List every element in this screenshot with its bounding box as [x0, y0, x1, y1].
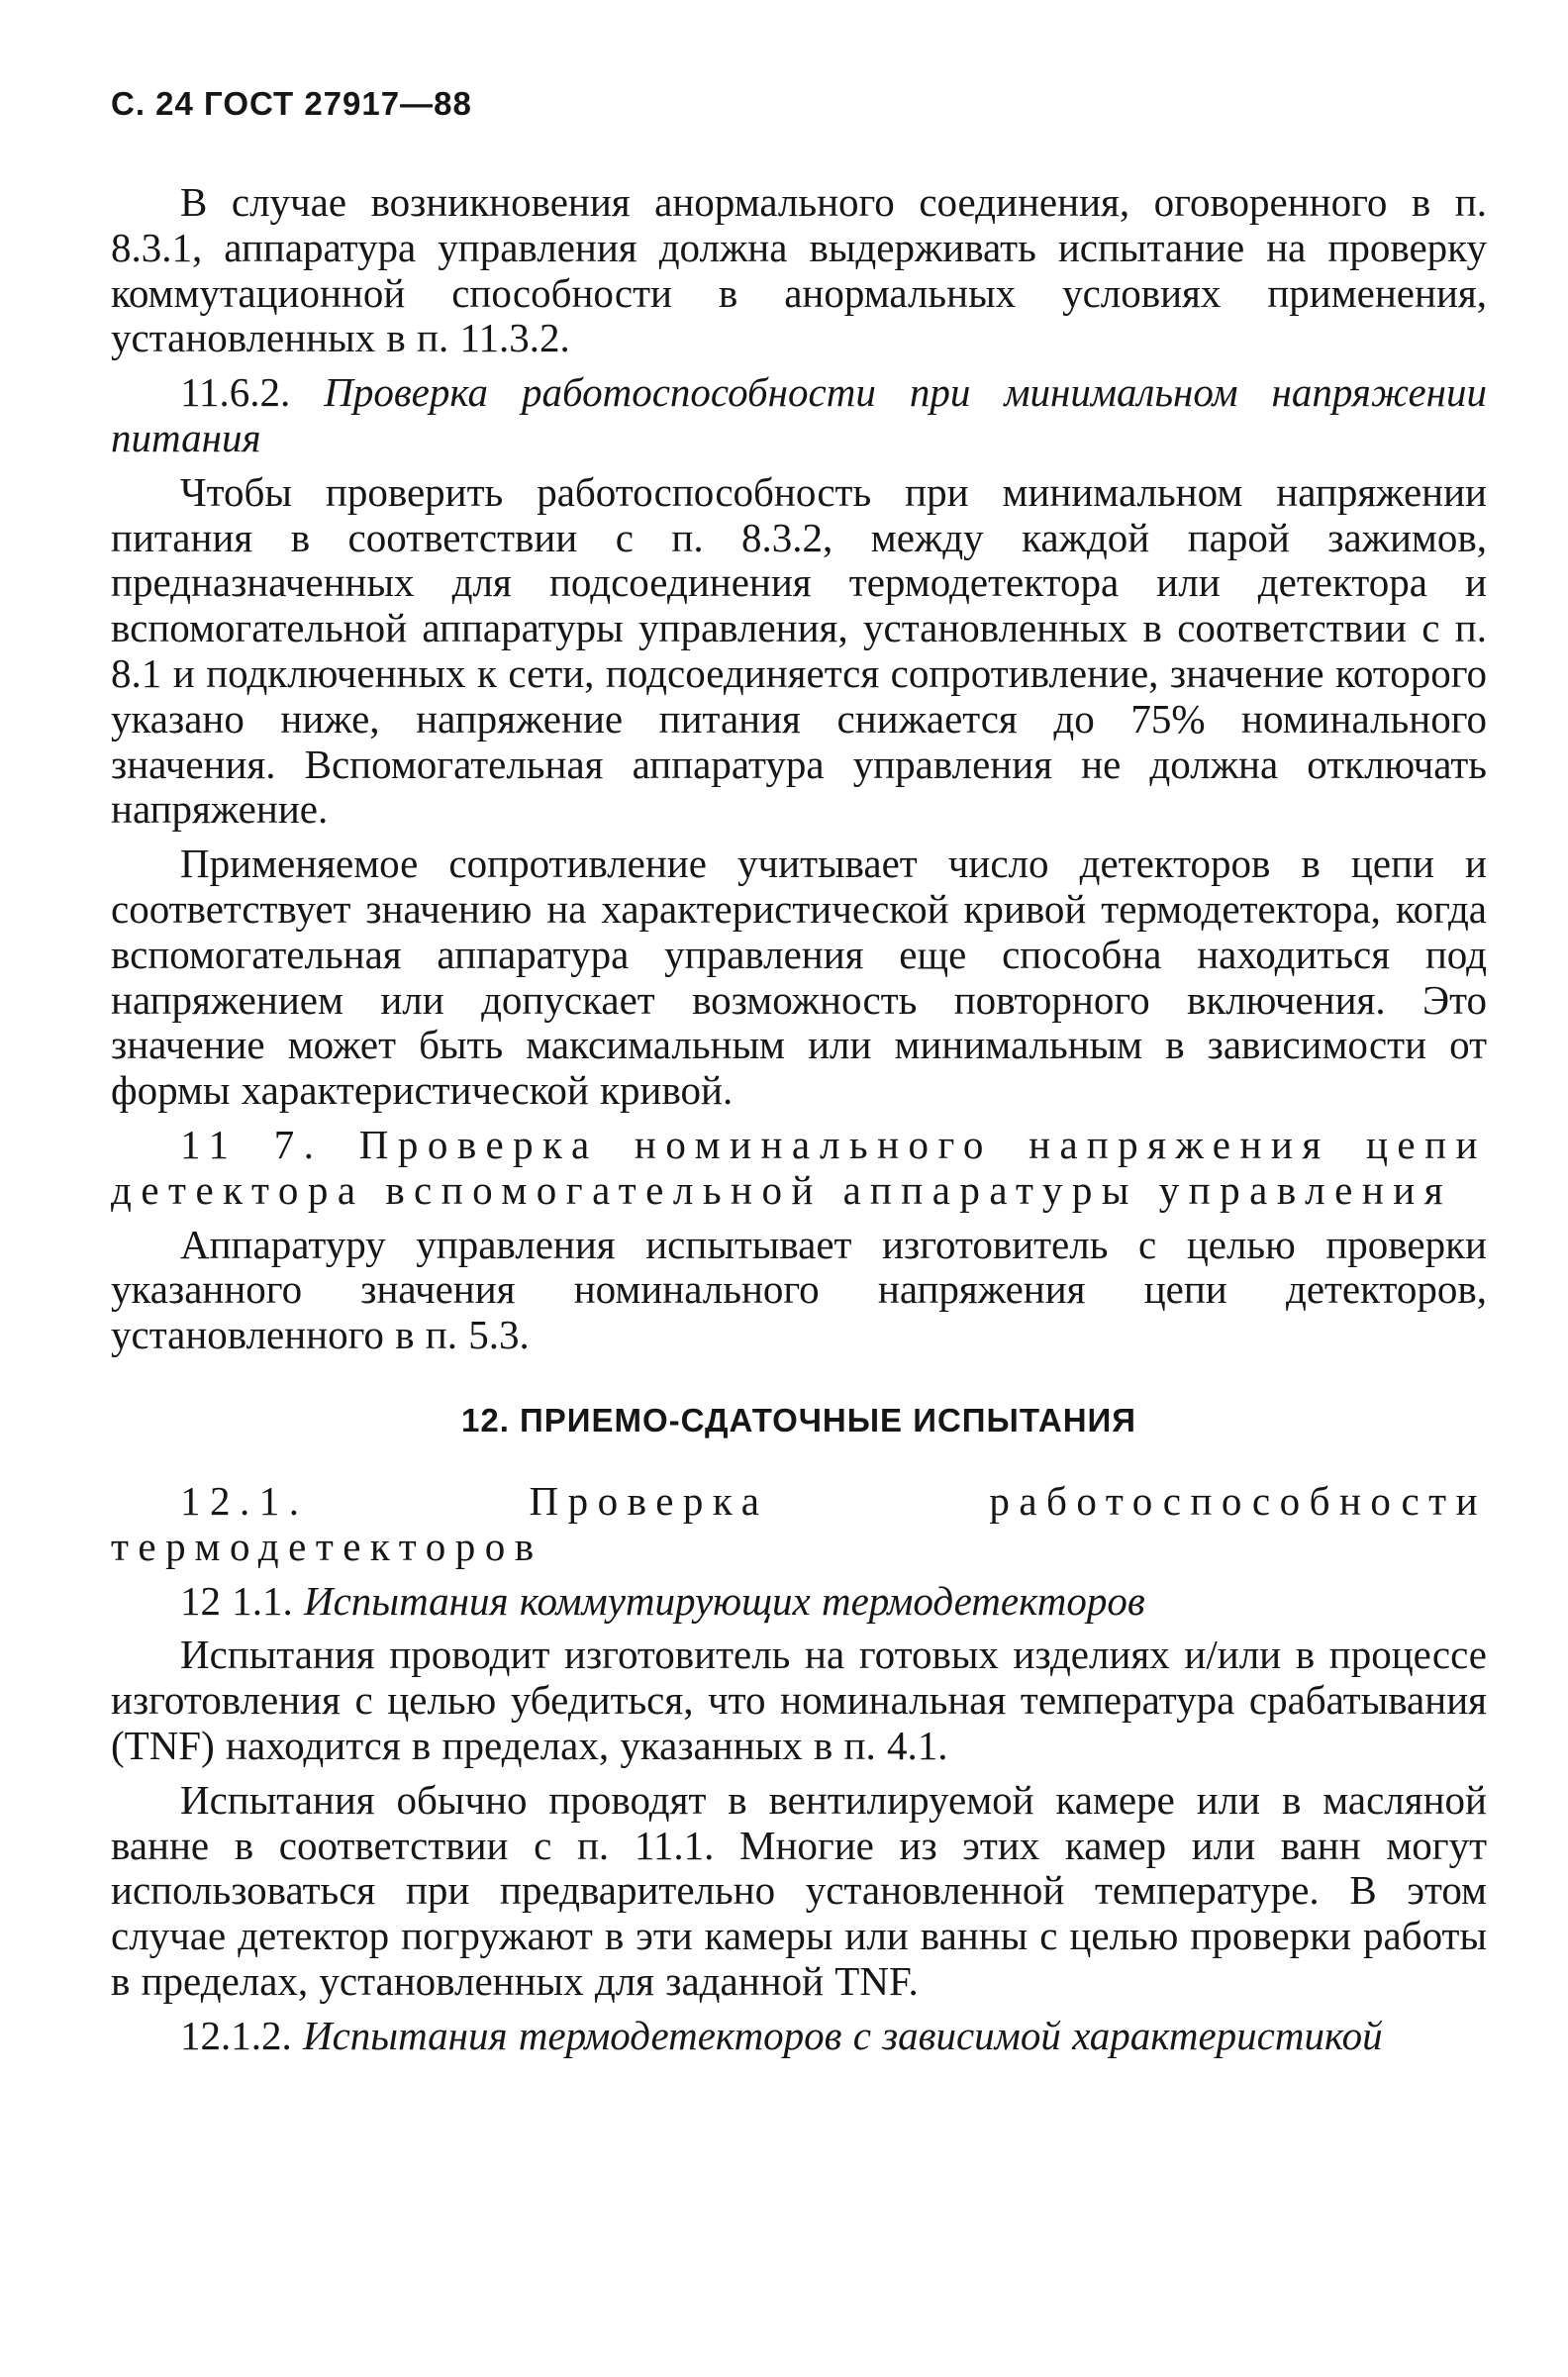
running-header: С. 24 ГОСТ 27917—88 [111, 85, 472, 122]
paragraph-abnormal-connection: В случае возникновения анормального соединения, оговоренного в п. 8.3.1, аппаратура управления должна выдерживать испытание на проверку коммутационной способности в анормальных условиях применения, установленных в п. 11.3.2. [111, 179, 1487, 361]
clause-heading: Проверка работоспособности при минимальном напряжении питания [111, 369, 1487, 460]
clause-number: 11.6.2. [180, 369, 291, 416]
clause-number: 11 7. [180, 1121, 324, 1167]
paragraph-min-voltage-check: Чтобы проверить работоспособность при минимальном напряжении питания в соответствии с п. 8.3.2, между каждой парой зажимов, предназначенных для подсоединения термодетектора или детектора и вспомогательной аппаратуры управления, установленных в соответствии с п. 8.1 и подключенных к сети, подсоединяется сопротивление, значение которого указано ниже, напряжение питания снижается до 75% номинального значения. Вспомогательная аппаратура управления не должна отключать напряжение. [111, 468, 1487, 833]
section-title: 12. ПРИЕМО-СДАТОЧНЫЕ ИСПЫТАНИЯ [460, 1401, 1136, 1438]
subclause-12-1-1 [111, 1579, 1487, 1625]
clause-number: 12 1.1. [180, 1577, 293, 1624]
paragraph-applied-resistance: Применяемое сопротивление учитывает число детекторов в цепи и соответствует значению на характеристической кривой термодетектора, когда вспомогательная аппаратура управления еще способна находиться под напряжением или допускает возможность повторного включения. Это значение может быть максимальным или минимальным в зависимости от формы характеристической кривой. [111, 841, 1487, 1114]
clause-heading: Испытания коммутирующих термодетекторов [304, 1577, 1145, 1624]
clause-heading: Проверка номинального напряжения цепи детектора вспомогательной аппаратуры управления [111, 1121, 1487, 1213]
subclause-11-7 [111, 1123, 1487, 1214]
clause-number: 12.1. [180, 1477, 309, 1524]
subclause-12-1-2 [111, 2014, 1487, 2059]
subclause-12-1 [111, 1479, 1487, 1570]
paragraph-tnf-test: Испытания проводит изготовитель на готовых изделиях и/или в процессе изготовления с целью убедиться, что номинальная температура срабатывания (TNF) находится в пределах, указанных в п. 4.1. [111, 1632, 1487, 1768]
clause-heading: Испытания термодетекторов с зависимой характеристикой [303, 2012, 1383, 2058]
document-page [111, 85, 1487, 2067]
paragraph-chamber-bath: Испытания обычно проводят в вентилируемой камере или в масляной ванне в соответствии с п. 11.1. Многие из этих камер или ванн могут использоваться при предварительно установленной температуре. В этом случае детектор погружают в эти камеры или ванны с целью проверки работы в пределах, установленных для заданной TNF. [111, 1776, 1487, 2004]
paragraph-manufacturer-test: Аппаратуру управления испытывает изготовитель с целью проверки указанного значения номинального напряжения цепи детекторов, установленного в п. 5.3. [111, 1221, 1487, 1358]
clause-heading: Проверка работоспособности термодетекторов [111, 1477, 1488, 1569]
clause-number: 12.1.2. [180, 2012, 292, 2058]
subclause-11-6-2 [111, 370, 1487, 461]
